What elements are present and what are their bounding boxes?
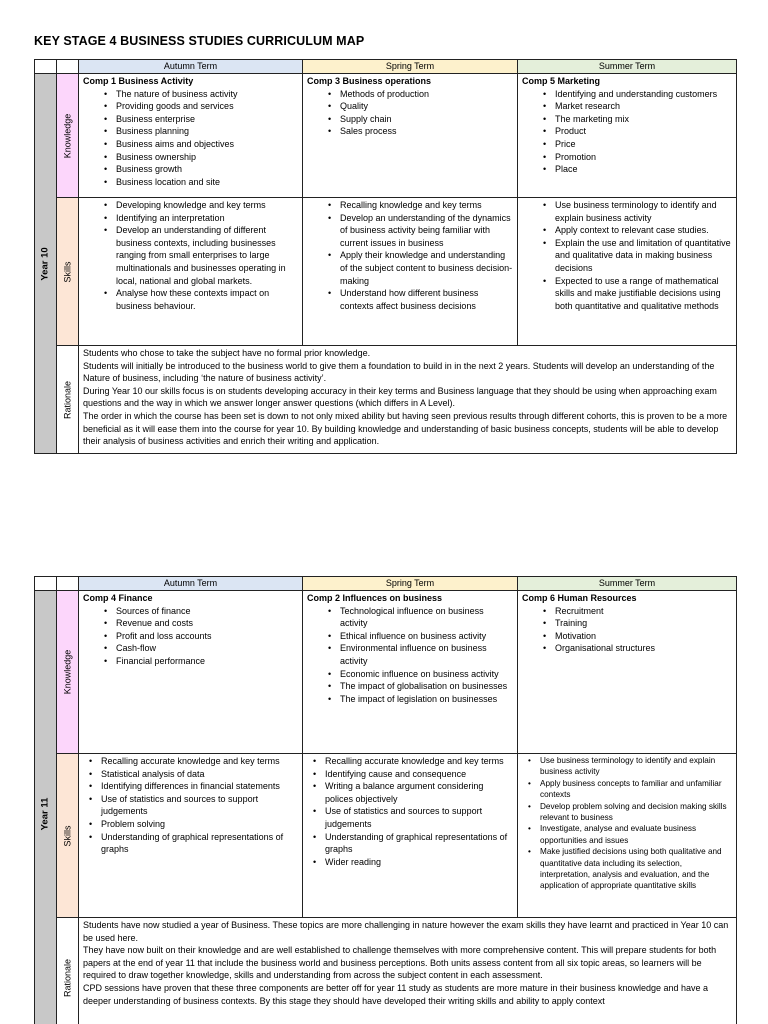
list-item: • Explain the use and limitation of quantitative and qualitative data in making business decisions: [555, 237, 732, 275]
list-item: • Providing goods and services: [116, 100, 298, 113]
y10-knowledge-spring: Comp 3 Business operations • Methods of production • Quality • Supply chain • Sales process: [303, 74, 518, 198]
list-item: • Investigate, analyse and evaluate business opportunities and issues: [540, 823, 732, 846]
list-item: • Environmental influence on business activity: [340, 642, 513, 667]
list-item: • Develop an understanding of different business contexts, including businesses ranging from small enterprises to large multinationals and businesses operating in local, national and global markets.: [116, 224, 298, 287]
y10-knowledge-autumn: Comp 1 Business Activity • The nature of business activity • Providing goods and services • Business enterprise • Business planning • Business aims and objectives • Business ownership • Business growth • Business location and site: [79, 74, 303, 198]
list-item: • Statistical analysis of data: [101, 768, 298, 781]
list-item: • Quality: [340, 100, 513, 113]
list-item: • Understanding of graphical representations of graphs: [325, 831, 513, 856]
y11-knowledge-summer: Comp 6 Human Resources • Recruitment • Training • Motivation • Organisational structures: [518, 591, 737, 754]
list-item: • Training: [555, 617, 732, 630]
y10-skills-summer: [518, 198, 737, 346]
knowledge-row-label: Knowledge: [57, 591, 79, 754]
list-item: • Technological influence on business activity: [340, 605, 513, 630]
list-item: • Use of statistics and sources to support judgements: [101, 793, 298, 818]
list-item: • Identifying an interpretation: [116, 212, 298, 225]
list-item: • Apply their knowledge and understanding of the subject content to business decision-making: [340, 249, 513, 287]
y11-rationale: [79, 918, 737, 1024]
list-item: • The marketing mix: [555, 113, 732, 126]
list-item: • Motivation: [555, 630, 732, 643]
y10-rationale: [79, 346, 737, 454]
list-item: • Develop an understanding of the dynamics of business activity being familiar with current issues in business: [340, 212, 513, 250]
skills-row-label: Skills: [57, 754, 79, 918]
list-item: • Revenue and costs: [116, 617, 298, 630]
list-item: • Sources of finance: [116, 605, 298, 618]
year10-label-cell: [35, 74, 57, 454]
year11-label: Year 11: [39, 797, 51, 831]
list-item: • Recruitment: [555, 605, 732, 618]
list-item: • Profit and loss accounts: [116, 630, 298, 643]
y11-skills-summer: [518, 754, 737, 918]
list-item: • Expected to use a range of mathematical skills and make justifiable decisions using both quantitative and qualitative methods: [555, 275, 732, 313]
list-item: • Cash-flow: [116, 642, 298, 655]
list-item: • Recalling accurate knowledge and key terms: [325, 755, 513, 768]
rationale-row-label: Rationale: [57, 918, 79, 1024]
header-spring-term: Spring Term: [303, 60, 518, 74]
y10-knowledge-summer: Comp 5 Marketing • Identifying and understanding customers • Market research • The marketing mix • Product • Price • Promotion • Place: [518, 74, 737, 198]
list-item: • Market research: [555, 100, 732, 113]
list-item: • Writing a balance argument considering polices objectively: [325, 780, 513, 805]
year10-label: Year 10: [39, 246, 51, 281]
corner-cell: [35, 577, 57, 591]
list-item: • Business enterprise: [116, 113, 298, 126]
rationale-paragraph: CPD sessions have proven that these three components are better off for year 11 study as students are more mature in their business knowledge and have a deeper understanding of business contexts. By this stage they should have developed their writing skills and ability to apply context: [83, 982, 709, 1006]
list-item: • Use of statistics and sources to support judgements: [325, 805, 513, 830]
list-item: • Identifying cause and consequence: [325, 768, 513, 781]
list-item: • The impact of globalisation on businesses: [340, 680, 513, 693]
y11-skills-spring: [303, 754, 518, 918]
list-item: • The nature of business activity: [116, 88, 298, 101]
header-spring-term: Spring Term: [303, 577, 518, 591]
list-item: • Business growth: [116, 163, 298, 176]
page-title: KEY STAGE 4 BUSINESS STUDIES CURRICULUM MAP: [34, 34, 365, 48]
list-item: • Place: [555, 163, 732, 176]
rationale-paragraph: They have now built on their knowledge and are well established to challenge themselves with more comprehensive content. This will prepare students for both papers at the end of year 11 that include the business world and business perceptions. Both units assess content from all six topic areas, so learners will be required to draw together knowledge, skills and understanding from across the subject content in each assessment.: [83, 945, 717, 981]
list-item: • Business planning: [116, 125, 298, 138]
header-summer-term: Summer Term: [518, 60, 737, 74]
header-autumn-term: Autumn Term: [79, 60, 303, 74]
list-item: • Product: [555, 125, 732, 138]
y10-skills-autumn: [79, 198, 303, 346]
list-item: • Use business terminology to identify and explain business activity: [555, 199, 732, 224]
list-item: • Business ownership: [116, 151, 298, 164]
y10-skills-spring: [303, 198, 518, 346]
y11-knowledge-autumn: Comp 4 Finance • Sources of finance • Revenue and costs • Profit and loss accounts • Cash-flow • Financial performance: [79, 591, 303, 754]
list-item: • Methods of production: [340, 88, 513, 101]
rationale-row-label: Rationale: [57, 346, 79, 454]
list-item: • Sales process: [340, 125, 513, 138]
corner-cell: [57, 60, 79, 74]
list-item: • Recalling accurate knowledge and key terms: [101, 755, 298, 768]
list-item: • Analyse how these contexts impact on business behaviour.: [116, 287, 298, 312]
list-item: • The impact of legislation on businesses: [340, 693, 513, 706]
list-item: • Apply business concepts to familiar and unfamiliar contexts: [540, 778, 732, 801]
list-item: • Apply context to relevant case studies.: [555, 224, 732, 237]
list-item: • Develop problem solving and decision making skills relevant to business: [540, 801, 732, 824]
header-summer-term: Summer Term: [518, 577, 737, 591]
year10-curriculum-table: [34, 59, 737, 454]
corner-cell: [57, 577, 79, 591]
list-item: • Understand how different business contexts affect business decisions: [340, 287, 513, 312]
corner-cell: [35, 60, 57, 74]
list-item: • Make justified decisions using both qualitative and quantitative data including its selection, interpretation, analysis and evaluation, and the application of appropriate quantitative skills: [540, 846, 732, 892]
skills-row-label: Skills: [57, 198, 79, 346]
rationale-paragraph: Students have now studied a year of Business. These topics are more challenging in nature however the exam skills they have learnt and practiced in Year 10 can be used here.: [83, 920, 729, 943]
y11-knowledge-spring: Comp 2 Influences on business • Technological influence on business activity • Ethical influence on business activity • Environmental influence on business activity • Economic influence on business activity • The impact of globalisation on businesses • The impact of legislation on businesses: [303, 591, 518, 754]
list-item: • Business location and site: [116, 176, 298, 189]
list-item: • Ethical influence on business activity: [340, 630, 513, 643]
list-item: • Organisational structures: [555, 642, 732, 655]
list-item: • Promotion: [555, 151, 732, 164]
knowledge-row-label: Knowledge: [57, 74, 79, 198]
list-item: • Economic influence on business activity: [340, 668, 513, 681]
header-autumn-term: Autumn Term: [79, 577, 303, 591]
list-item: • Identifying differences in financial statements: [101, 780, 298, 793]
list-item: • Problem solving: [101, 818, 298, 831]
y11-skills-autumn: [79, 754, 303, 918]
list-item: • Understanding of graphical representations of graphs: [101, 831, 298, 856]
rationale-paragraph: The order in which the course has been set is down to not only mixed ability but having seen previous results through different cohorts, this is proven to be a more beneficial as it will ease them into the course for year 10. By building knowledge and understanding of basic business concepts, students will be able to develop their analysis of business activities and enrich their writing and application.: [83, 410, 728, 447]
list-item: • Price: [555, 138, 732, 151]
list-item: • Business aims and objectives: [116, 138, 298, 151]
list-item: • Wider reading: [325, 856, 513, 869]
year11-label-cell: [35, 591, 57, 1024]
rationale-paragraph: Students will initially be introduced to the business world to give them a foundation to build in in the next 2 years. Students will develop an understanding of the Nature of business, including ‘the nature of business activity’.: [83, 360, 715, 384]
year11-curriculum-table: [34, 576, 737, 1024]
rationale-paragraph: Students who chose to take the subject have no formal prior knowledge.: [83, 348, 371, 358]
list-item: • Recalling knowledge and key terms: [340, 199, 513, 212]
list-item: • Financial performance: [116, 655, 298, 668]
rationale-paragraph: During Year 10 our skills focus is on students developing accuracy in their key terms and Business language that they should be using when approaching exam questions and the way in which we answer longer answer questions (which differs in A Level).: [83, 385, 717, 409]
list-item: • Use business terminology to identify and explain business activity: [540, 755, 732, 778]
list-item: • Supply chain: [340, 113, 513, 126]
list-item: • Developing knowledge and key terms: [116, 199, 298, 212]
list-item: • Identifying and understanding customers: [555, 88, 732, 101]
